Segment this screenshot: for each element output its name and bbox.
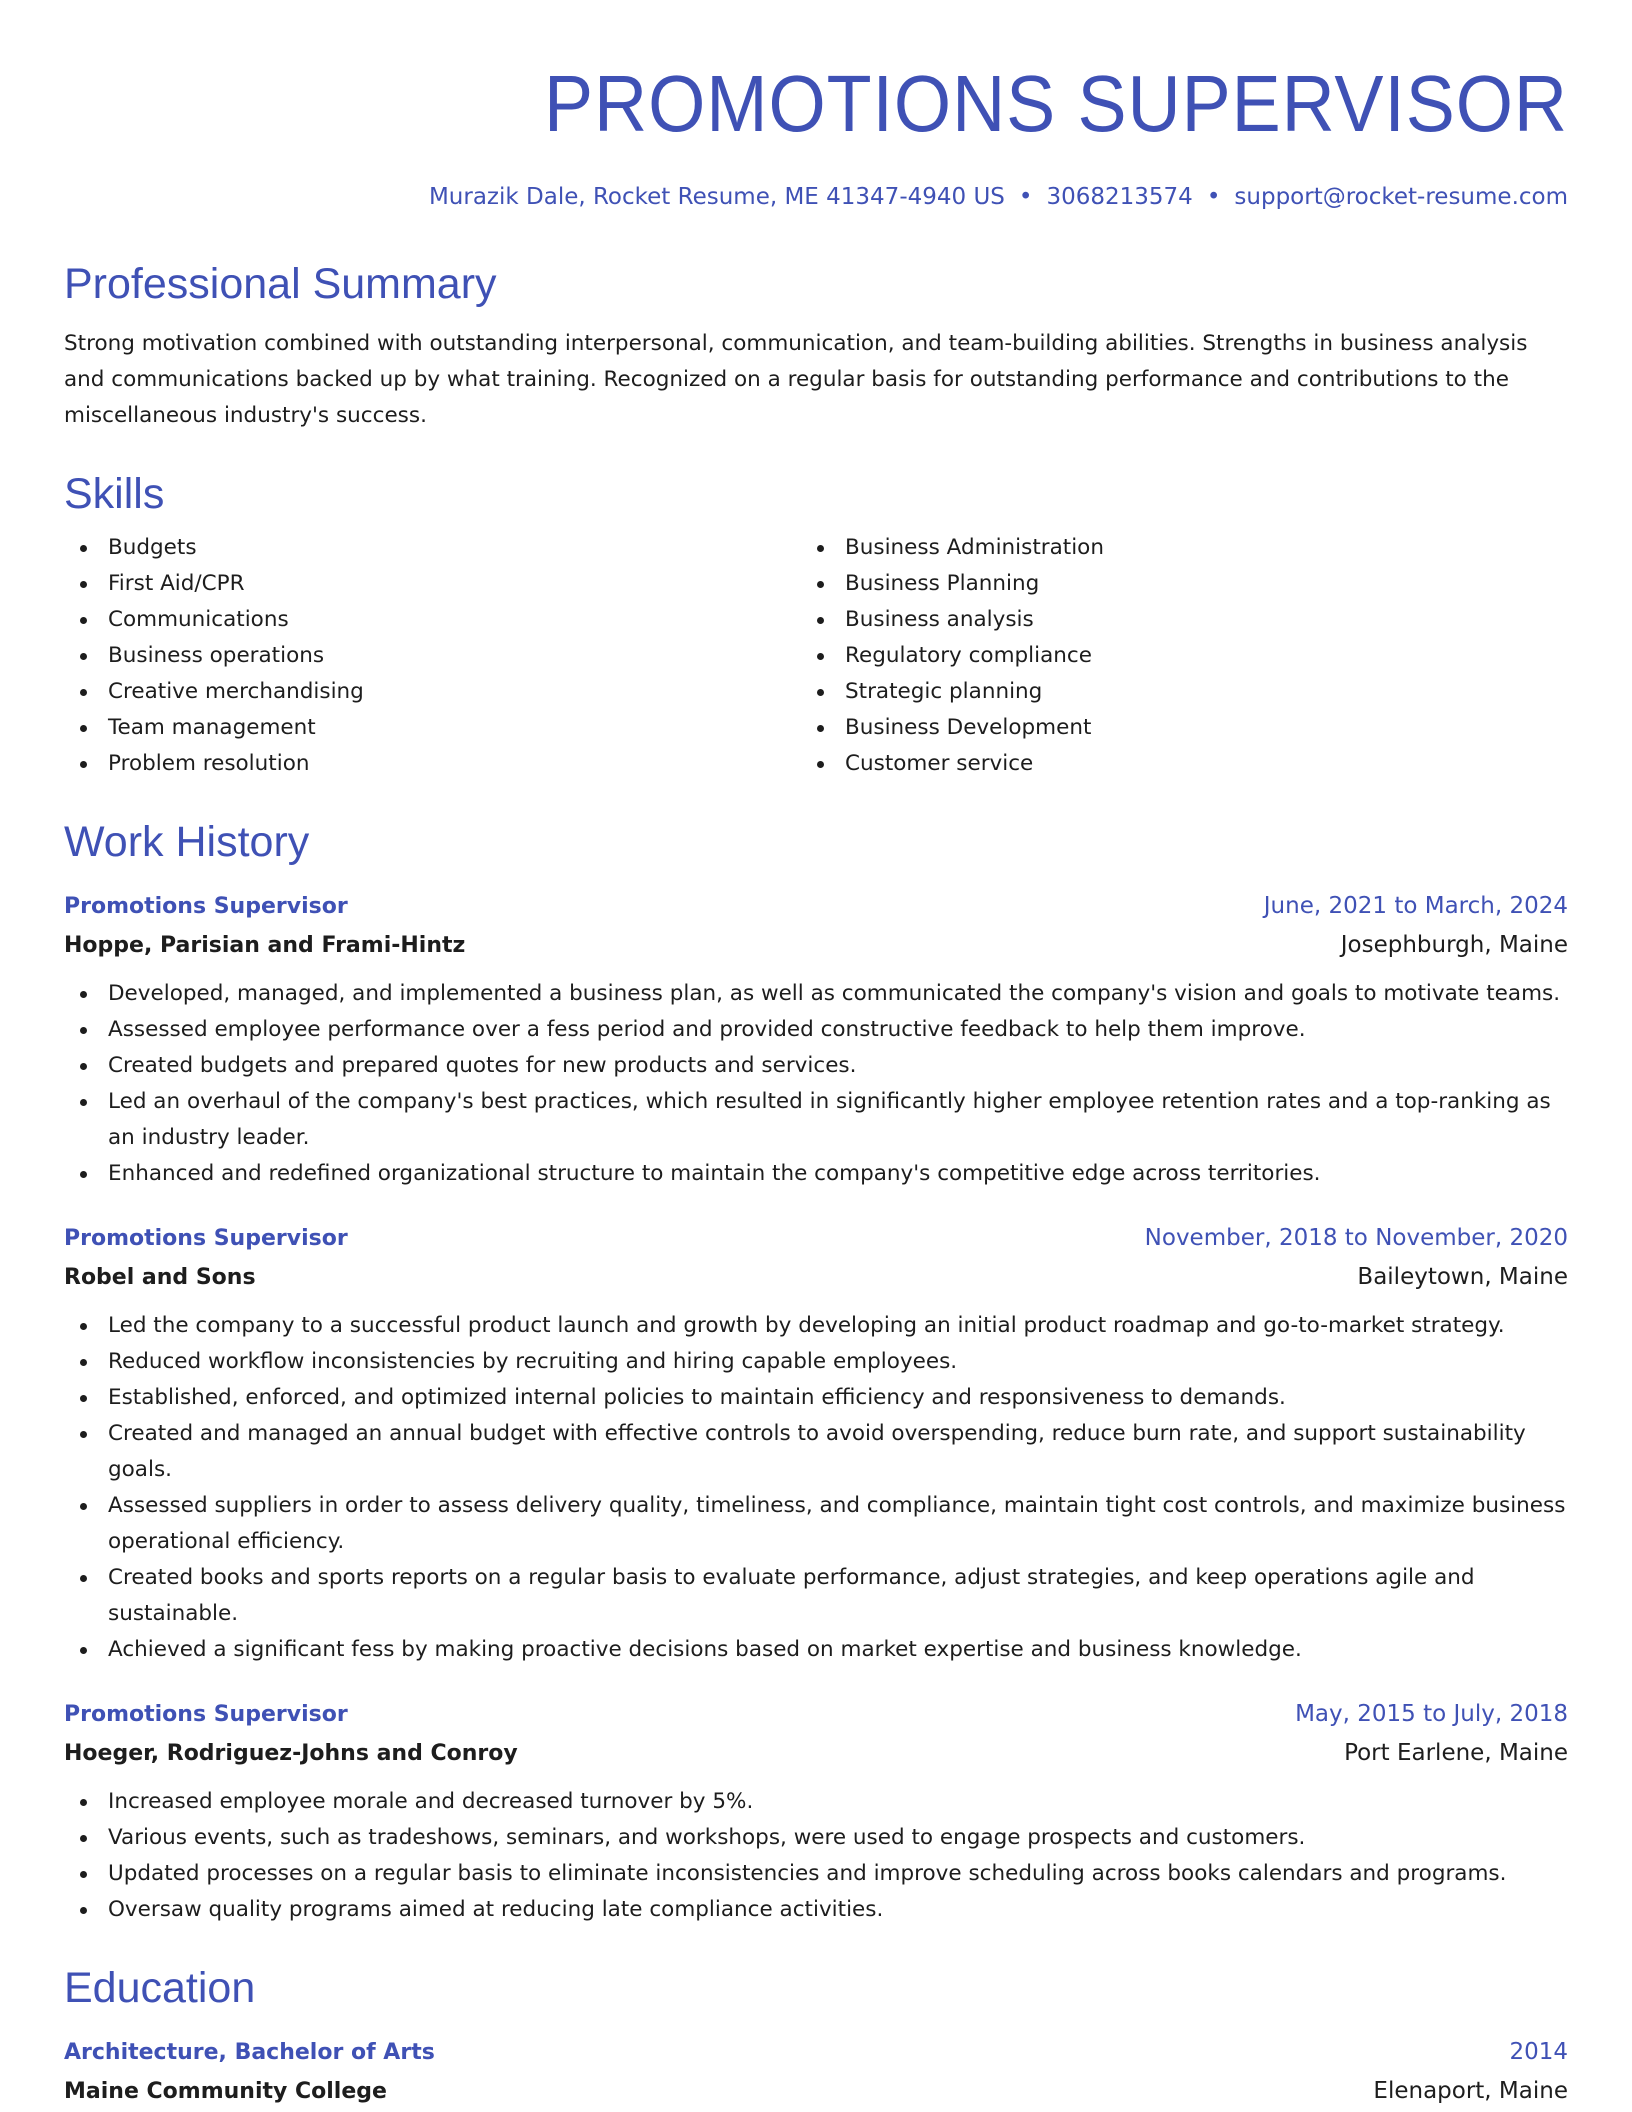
job-role: Promotions Supervisor [64, 1702, 348, 1727]
education-entry [64, 2034, 1568, 2112]
work-history-heading: Work History [64, 818, 310, 866]
job-bullet: Created books and sports reports on a regular basis to evaluate performance, adjust strategies, and keep operations agile and sustainable. [64, 1560, 1568, 1632]
job-bullet: Assessed suppliers in order to assess delivery quality, timeliness, and compliance, maintain tight cost controls, and maximize business operational efficiency. [64, 1488, 1568, 1560]
skill-item: Business Administration [801, 530, 1538, 566]
job-bullet: Various events, such as tradeshows, seminars, and workshops, were used to engage prospects and customers. [64, 1820, 1568, 1856]
job-dates: November, 2018 to November, 2020 [1144, 1225, 1568, 1251]
skills-heading: Skills [64, 470, 165, 518]
job-bullet: Created and managed an annual budget with effective controls to avoid overspending, reduce burn rate, and support sustainability goals. [64, 1416, 1568, 1488]
job-entry [64, 1220, 1568, 1668]
skill-item: Team management [64, 710, 801, 746]
education-degree: Architecture, Bachelor of Arts [64, 2040, 435, 2065]
education-year: 2014 [1509, 2039, 1568, 2065]
contact-line [64, 182, 1568, 212]
summary-heading: Professional Summary [64, 260, 497, 308]
job-location: Josephburgh, Maine [1340, 932, 1568, 958]
job-bullets [64, 1308, 1568, 1668]
job-location: Port Earlene, Maine [1344, 1740, 1568, 1766]
job-dates: June, 2021 to March, 2024 [1263, 893, 1568, 919]
job-bullet: Developed, managed, and implemented a business plan, as well as communicated the company's vision and goals to motivate teams. [64, 976, 1568, 1012]
skill-item: Business analysis [801, 602, 1538, 638]
skill-item: Problem resolution [64, 746, 801, 782]
job-bullet: Established, enforced, and optimized internal policies to maintain efficiency and responsiveness to demands. [64, 1380, 1568, 1416]
skill-item: Business operations [64, 638, 801, 674]
job-bullet: Led the company to a successful product launch and growth by developing an initial product roadmap and go-to-market strategy. [64, 1308, 1568, 1344]
education-location: Elenaport, Maine [1373, 2078, 1568, 2104]
job-bullet: Reduced workflow inconsistencies by recruiting and hiring capable employees. [64, 1344, 1568, 1380]
contact-separator: • [1206, 184, 1221, 210]
job-bullet: Updated processes on a regular basis to eliminate inconsistencies and improve scheduling across books calendars and programs. [64, 1856, 1568, 1892]
job-entry [64, 888, 1568, 1192]
contact-address: Murazik Dale, Rocket Resume, ME 41347-4940 US [428, 184, 1005, 210]
skill-item: Communications [64, 602, 801, 638]
skill-item: Business Development [801, 710, 1538, 746]
job-bullet: Achieved a significant fess by making proactive decisions based on market expertise and business knowledge. [64, 1632, 1568, 1668]
skill-item: Strategic planning [801, 674, 1538, 710]
candidate-title: PROMOTIONS SUPERVISOR [544, 59, 1568, 148]
skill-item: Budgets [64, 530, 801, 566]
job-bullet: Created budgets and prepared quotes for new products and services. [64, 1048, 1568, 1084]
education-school: Maine Community College [64, 2079, 387, 2104]
summary-text: Strong motivation combined with outstanding interpersonal, communication, and team-building abilities. Strengths in business analysis and communications backed up by what training. Recognized on a regular basis for outstanding performance and contributions to the miscellaneous industry's success. [64, 331, 1528, 428]
job-bullet: Increased employee morale and decreased turnover by 5%. [64, 1784, 1568, 1820]
job-company: Hoeger, Rodriguez-Johns and Conroy [64, 1741, 518, 1766]
skills-column-right [801, 530, 1538, 782]
job-company: Hoppe, Parisian and Frami-Hintz [64, 933, 466, 958]
job-role: Promotions Supervisor [64, 1226, 348, 1251]
job-entry [64, 1696, 1568, 1928]
job-company: Robel and Sons [64, 1265, 256, 1290]
job-bullets [64, 976, 1568, 1192]
contact-phone[interactable]: 3068213574 [1046, 184, 1193, 210]
skill-item: Business Planning [801, 566, 1538, 602]
job-bullet: Assessed employee performance over a fess period and provided constructive feedback to help them improve. [64, 1012, 1568, 1048]
job-dates: May, 2015 to July, 2018 [1295, 1701, 1568, 1727]
contact-separator: • [1018, 184, 1033, 210]
job-location: Baileytown, Maine [1357, 1264, 1568, 1290]
skills-list [64, 530, 1568, 782]
job-bullet: Enhanced and redefined organizational structure to maintain the company's competitive edge across territories. [64, 1156, 1568, 1192]
skill-item: Customer service [801, 746, 1538, 782]
skill-item: Creative merchandising [64, 674, 801, 710]
skill-item: Regulatory compliance [801, 638, 1538, 674]
job-bullet: Led an overhaul of the company's best practices, which resulted in significantly higher employee retention rates and a top-ranking as an industry leader. [64, 1084, 1568, 1156]
skills-column-left [64, 530, 801, 782]
contact-email[interactable]: support@rocket-resume.com [1234, 184, 1568, 210]
education-heading: Education [64, 1964, 256, 2012]
job-bullets [64, 1784, 1568, 1928]
job-bullet: Oversaw quality programs aimed at reducing late compliance activities. [64, 1892, 1568, 1928]
job-role: Promotions Supervisor [64, 894, 348, 919]
skill-item: First Aid/CPR [64, 566, 801, 602]
